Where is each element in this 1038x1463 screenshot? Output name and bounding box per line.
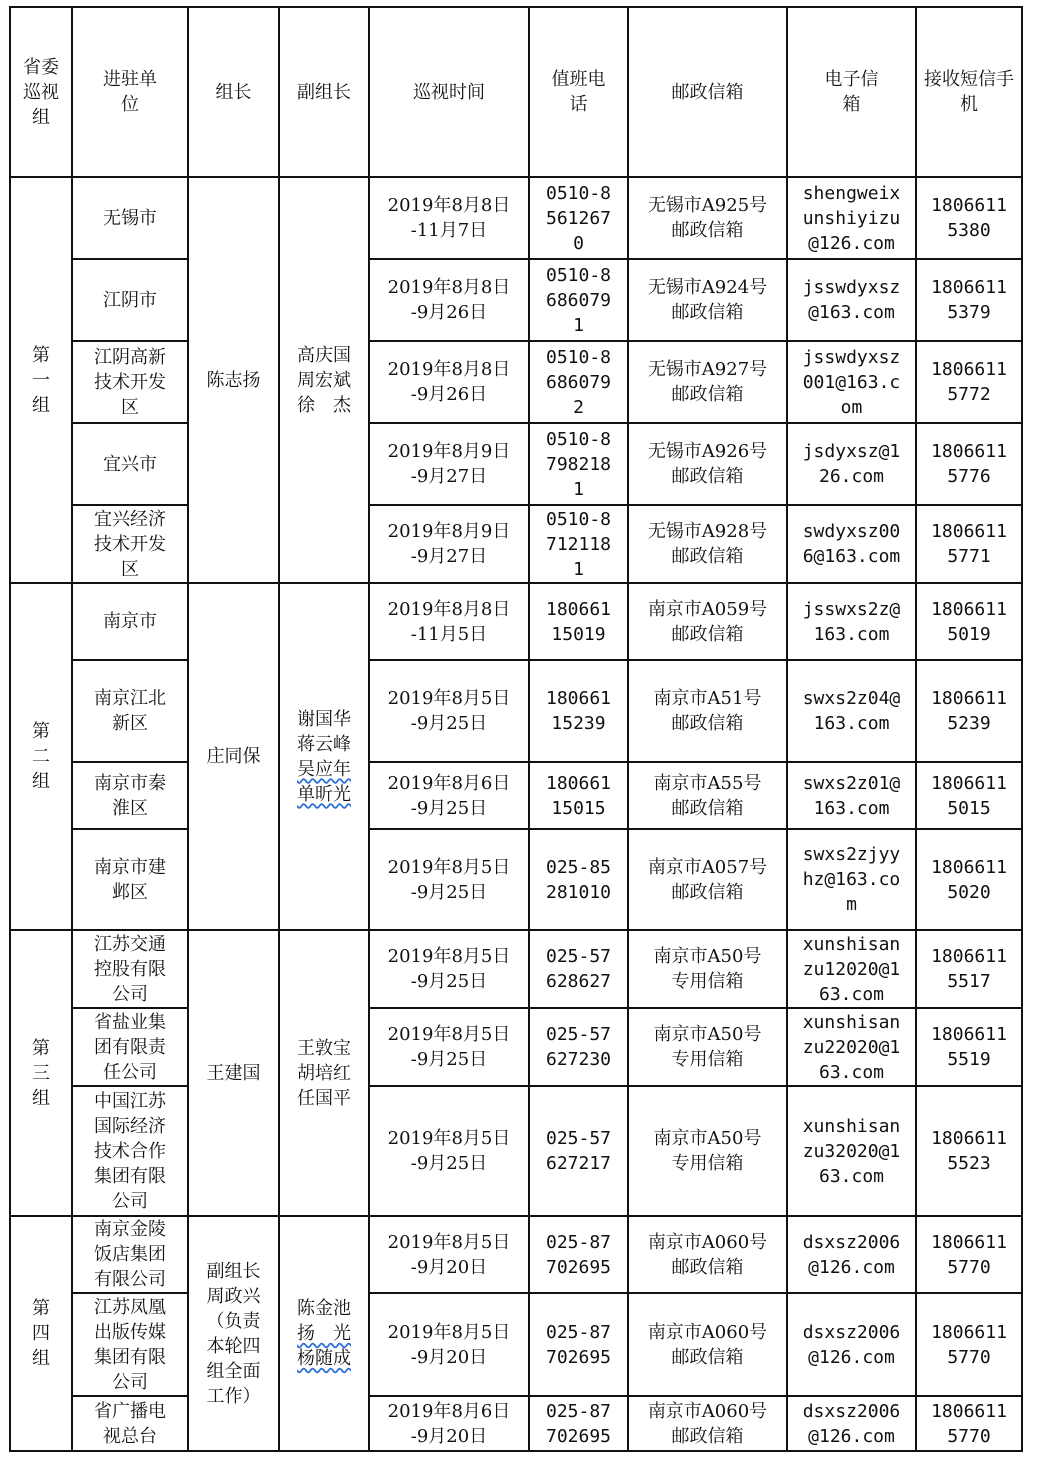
header-leader: 组长 — [188, 7, 279, 177]
period-cell — [369, 505, 529, 583]
sms-phone-cell: 18066115770 — [916, 1216, 1022, 1293]
group-name-cell: 第三组 — [10, 930, 72, 1216]
postal-line: 南京市A057号 — [647, 856, 768, 878]
unit-cell: 江苏交通控股有限公司 — [72, 930, 188, 1008]
postal-line: 南京市A059号 — [647, 598, 768, 620]
table-row — [10, 762, 1022, 829]
deputy-name: 杨随成 — [297, 1348, 351, 1369]
sms-phone-cell: 18066115770 — [916, 1293, 1022, 1396]
period-line: -9月20日 — [410, 1346, 488, 1368]
unit-cell: 南京金陵饭店集团有限公司 — [72, 1216, 188, 1293]
postal-box-cell — [628, 829, 787, 930]
email-cell: xunshisanzu22020@163.com — [787, 1008, 916, 1086]
unit-cell: 江阴高新技术开发区 — [72, 341, 188, 423]
postal-line: 邮政信箱 — [671, 466, 744, 487]
period-cell — [369, 1396, 529, 1451]
sms-phone-cell: 18066115519 — [916, 1008, 1022, 1086]
postal-line: 南京市A50号 — [653, 946, 762, 967]
deputy-cell — [279, 583, 369, 930]
deputy-name: 任国平 — [297, 1087, 351, 1109]
period-line: 2019年8月5日 — [387, 688, 511, 709]
duty-phone-cell: 025-57627230 — [529, 1008, 628, 1086]
header-email: 电子信箱 — [787, 7, 916, 177]
unit-cell: 江阴市 — [72, 259, 188, 341]
duty-phone-cell: 025-85281010 — [529, 829, 628, 930]
period-line: 2019年8月6日 — [387, 772, 511, 794]
period-line: -9月20日 — [410, 1256, 488, 1278]
unit-cell: 省盐业集团有限责任公司 — [72, 1008, 188, 1086]
duty-phone-cell: 025-87702695 — [529, 1216, 628, 1293]
deputy-name: 周宏斌 — [297, 369, 351, 391]
header-sms: 接收短信手机 — [916, 7, 1022, 177]
unit-cell: 宜兴经济技术开发区 — [72, 505, 188, 583]
duty-phone-cell: 025-57628627 — [529, 930, 628, 1008]
deputy-name: 胡培红 — [297, 1062, 351, 1084]
postal-line: 专用信箱 — [671, 971, 744, 992]
duty-phone-cell: 025-87702695 — [529, 1293, 628, 1396]
period-line: -9月27日 — [410, 466, 488, 487]
period-cell — [369, 1293, 529, 1396]
duty-phone-cell: 025-57627217 — [529, 1086, 628, 1216]
postal-box-cell — [628, 505, 787, 583]
header-duty-phone: 值班电话 — [529, 7, 628, 177]
period-line: 2019年8月5日 — [387, 1128, 511, 1149]
period-cell — [369, 259, 529, 341]
table-row — [10, 1086, 1022, 1216]
sms-phone-cell: 18066115770 — [916, 1396, 1022, 1451]
unit-cell: 江苏凤凰出版传媒集团有限公司 — [72, 1293, 188, 1396]
period-line: 2019年8月8日 — [387, 359, 511, 380]
period-line: -9月25日 — [410, 881, 488, 903]
email-cell: dsxsz2006@126.com — [787, 1293, 916, 1396]
period-line: -9月26日 — [410, 302, 488, 323]
deputy-name: 徐 杰 — [297, 394, 351, 416]
sms-phone-cell: 18066115772 — [916, 341, 1022, 423]
duty-phone-cell: 18066115015 — [529, 762, 628, 829]
deputy-name: 蒋云峰 — [297, 733, 351, 755]
inspection-table — [9, 6, 1023, 1452]
sms-phone-cell: 18066115379 — [916, 259, 1022, 341]
deputy-name: 王敦宝 — [297, 1037, 351, 1059]
period-cell — [369, 1008, 529, 1086]
deputy-name: 谢国华 — [297, 708, 351, 730]
duty-phone-cell: 0510-85612670 — [529, 177, 628, 259]
postal-box-cell — [628, 423, 787, 505]
postal-box-cell — [628, 930, 787, 1008]
period-cell — [369, 1086, 529, 1216]
email-cell: jsdyxsz@126.com — [787, 423, 916, 505]
deputy-name: 吴应年 — [297, 758, 351, 780]
postal-box-cell — [628, 762, 787, 829]
period-line: -9月20日 — [410, 1425, 488, 1447]
postal-line: 南京市A55号 — [653, 772, 762, 794]
header-group: 省委巡视组 — [10, 7, 72, 177]
postal-line: 无锡市A924号 — [647, 277, 768, 298]
email-cell: swdyxsz006@163.com — [787, 505, 916, 583]
period-cell — [369, 583, 529, 660]
period-line: 2019年8月5日 — [387, 946, 511, 967]
postal-line: 南京市A060号 — [647, 1321, 768, 1343]
table-row — [10, 829, 1022, 930]
sms-phone-cell: 18066115380 — [916, 177, 1022, 259]
group-name-cell: 第二组 — [10, 583, 72, 930]
table-row — [10, 177, 1022, 259]
duty-phone-cell: 0510-86860792 — [529, 341, 628, 423]
email-cell: swxs2z04@163.com — [787, 660, 916, 762]
sms-phone-cell: 18066115020 — [916, 829, 1022, 930]
period-cell — [369, 1216, 529, 1293]
sms-phone-cell: 18066115015 — [916, 762, 1022, 829]
period-line: -9月27日 — [410, 546, 488, 567]
table-row — [10, 1396, 1022, 1451]
period-line: 2019年8月5日 — [387, 1024, 511, 1045]
period-cell — [369, 930, 529, 1008]
table-row — [10, 341, 1022, 423]
postal-line: 邮政信箱 — [671, 302, 744, 323]
duty-phone-cell: 025-87702695 — [529, 1396, 628, 1451]
period-line: 2019年8月5日 — [387, 1231, 511, 1253]
table-row — [10, 660, 1022, 762]
sms-phone-cell: 18066115523 — [916, 1086, 1022, 1216]
period-line: 2019年8月8日 — [387, 598, 511, 620]
email-cell: swxs2z01@163.com — [787, 762, 916, 829]
table-row — [10, 505, 1022, 583]
unit-cell: 省广播电视总台 — [72, 1396, 188, 1451]
period-line: 2019年8月5日 — [387, 856, 511, 878]
postal-line: 南京市A50号 — [653, 1024, 762, 1045]
deputy-name: 扬 光 — [297, 1323, 351, 1344]
postal-box-cell — [628, 1216, 787, 1293]
duty-phone-cell: 18066115239 — [529, 660, 628, 762]
period-line: -9月25日 — [410, 797, 488, 819]
postal-line: 无锡市A927号 — [647, 359, 768, 380]
header-unit: 进驻单位 — [72, 7, 188, 177]
postal-box-cell — [628, 177, 787, 259]
period-line: -9月25日 — [410, 971, 488, 992]
table-row — [10, 1216, 1022, 1293]
postal-box-cell — [628, 259, 787, 341]
period-cell — [369, 341, 529, 423]
postal-line: 邮政信箱 — [671, 797, 744, 819]
postal-line: 南京市A060号 — [647, 1231, 768, 1253]
postal-box-cell — [628, 1396, 787, 1451]
unit-cell: 南京市建邺区 — [72, 829, 188, 930]
postal-line: 邮政信箱 — [671, 881, 744, 903]
period-line: -9月25日 — [410, 1049, 488, 1070]
postal-line: 邮政信箱 — [671, 384, 744, 405]
header-row — [10, 7, 1022, 177]
duty-phone-cell: 0510-86860791 — [529, 259, 628, 341]
period-line: -11月5日 — [410, 623, 488, 645]
deputy-cell — [279, 930, 369, 1216]
email-cell: swxs2zjyyhz@163.com — [787, 829, 916, 930]
unit-cell: 南京市 — [72, 583, 188, 660]
period-line: -9月25日 — [410, 1153, 488, 1174]
period-cell — [369, 423, 529, 505]
email-cell: jsswdyxsz@163.com — [787, 259, 916, 341]
email-cell: jsswdyxsz001@163.com — [787, 341, 916, 423]
table-row — [10, 259, 1022, 341]
sms-phone-cell: 18066115771 — [916, 505, 1022, 583]
deputy-cell — [279, 1216, 369, 1451]
postal-box-cell — [628, 341, 787, 423]
email-cell: xunshisanzu12020@163.com — [787, 930, 916, 1008]
postal-line: 无锡市A928号 — [647, 521, 768, 542]
postal-line: 南京市A51号 — [653, 688, 762, 709]
postal-box-cell — [628, 660, 787, 762]
email-cell: shengweixunshiyizu@126.com — [787, 177, 916, 259]
group-name-cell: 第一组 — [10, 177, 72, 583]
period-cell — [369, 660, 529, 762]
period-line: 2019年8月6日 — [387, 1400, 511, 1422]
deputy-name: 高庆国 — [297, 344, 351, 366]
duty-phone-cell: 18066115019 — [529, 583, 628, 660]
email-cell: dsxsz2006@126.com — [787, 1396, 916, 1451]
sms-phone-cell: 18066115239 — [916, 660, 1022, 762]
postal-line: 邮政信箱 — [671, 220, 744, 241]
leader-cell: 陈志扬 — [188, 177, 279, 583]
leader-cell: 庄同保 — [188, 583, 279, 930]
period-line: 2019年8月5日 — [387, 1321, 511, 1343]
postal-line: 邮政信箱 — [671, 546, 744, 567]
leader-cell: 王建国 — [188, 930, 279, 1216]
postal-line: 专用信箱 — [671, 1153, 744, 1174]
postal-line: 南京市A060号 — [647, 1400, 768, 1422]
table-row — [10, 1008, 1022, 1086]
postal-box-cell — [628, 583, 787, 660]
postal-line: 邮政信箱 — [671, 1256, 744, 1278]
postal-box-cell — [628, 1293, 787, 1396]
email-cell: xunshisanzu32020@163.com — [787, 1086, 916, 1216]
unit-cell: 南京江北新区 — [72, 660, 188, 762]
email-cell: jsswxs2z@163.com — [787, 583, 916, 660]
sms-phone-cell: 18066115776 — [916, 423, 1022, 505]
period-cell — [369, 762, 529, 829]
postal-line: 无锡市A926号 — [647, 441, 768, 462]
duty-phone-cell: 0510-87982181 — [529, 423, 628, 505]
postal-line: 邮政信箱 — [671, 713, 744, 734]
period-line: 2019年8月9日 — [387, 441, 511, 462]
deputy-name: 陈金池 — [297, 1298, 351, 1319]
duty-phone-cell: 0510-87121181 — [529, 505, 628, 583]
table-row — [10, 583, 1022, 660]
leader-cell: 副组长周政兴（负责本轮四组全面工作） — [188, 1216, 279, 1451]
postal-line: 专用信箱 — [671, 1049, 744, 1070]
unit-cell: 宜兴市 — [72, 423, 188, 505]
email-cell: dsxsz2006@126.com — [787, 1216, 916, 1293]
postal-box-cell — [628, 1086, 787, 1216]
table-row — [10, 423, 1022, 505]
sms-phone-cell: 18066115019 — [916, 583, 1022, 660]
period-cell — [369, 829, 529, 930]
group-name-cell: 第四组 — [10, 1216, 72, 1451]
deputy-cell — [279, 177, 369, 583]
table-body — [10, 177, 1022, 1451]
postal-line: 邮政信箱 — [671, 1425, 744, 1447]
postal-box-cell — [628, 1008, 787, 1086]
period-cell — [369, 177, 529, 259]
period-line: 2019年8月8日 — [387, 195, 511, 216]
period-line: -9月25日 — [410, 713, 488, 734]
unit-cell: 南京市秦淮区 — [72, 762, 188, 829]
deputy-name: 单昕光 — [297, 783, 351, 805]
postal-line: 邮政信箱 — [671, 623, 744, 645]
period-line: -11月7日 — [410, 220, 488, 241]
period-line: 2019年8月9日 — [387, 521, 511, 542]
period-line: -9月26日 — [410, 384, 488, 405]
postal-line: 无锡市A925号 — [647, 195, 768, 216]
header-period: 巡视时间 — [369, 7, 529, 177]
unit-cell: 无锡市 — [72, 177, 188, 259]
header-deputy: 副组长 — [279, 7, 369, 177]
table-row — [10, 930, 1022, 1008]
sms-phone-cell: 18066115517 — [916, 930, 1022, 1008]
header-postal: 邮政信箱 — [628, 7, 787, 177]
table-row — [10, 1293, 1022, 1396]
postal-line: 南京市A50号 — [653, 1128, 762, 1149]
postal-line: 邮政信箱 — [671, 1346, 744, 1368]
unit-cell: 中国江苏国际经济技术合作集团有限公司 — [72, 1086, 188, 1216]
period-line: 2019年8月8日 — [387, 277, 511, 298]
